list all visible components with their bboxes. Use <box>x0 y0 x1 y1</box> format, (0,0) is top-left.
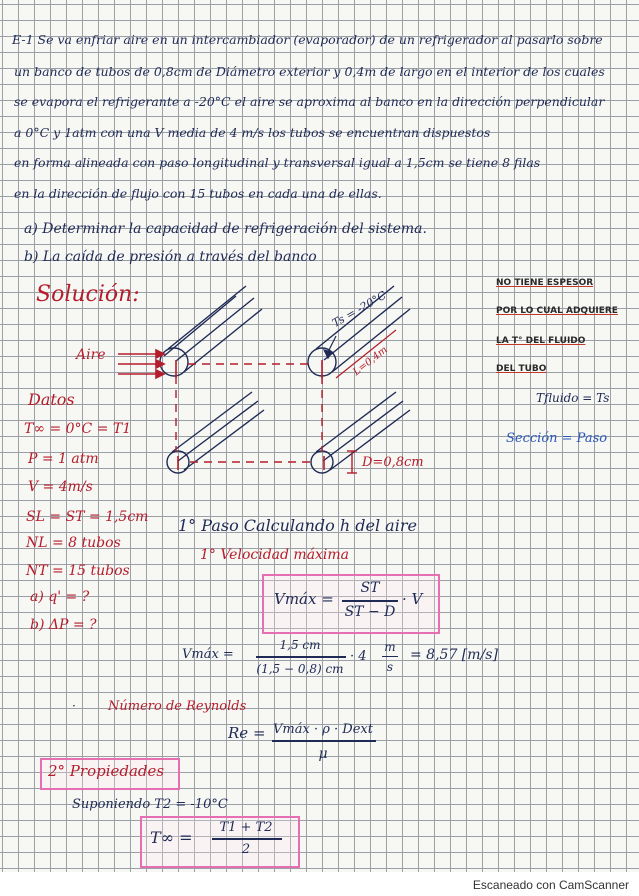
problem-line-5: en forma alineada con paso longitudinal y transversal igual a 1,5cm se tiene 8 filas <box>14 155 541 170</box>
side-note-line-4: DEL TUBO <box>496 364 547 374</box>
vmax-calc-bar <box>256 656 346 658</box>
datos-title: Datos <box>28 390 75 409</box>
reynolds-bullet: · <box>72 699 76 713</box>
surface-temperature-label: Ts = -20°C <box>330 288 389 330</box>
problem-line-1: E-1 Se va enfriar aire en un intercambiador (evaporador) de un refrigerador al pasarlo sobre <box>12 32 603 47</box>
vmax-denominator: ST − D <box>344 604 396 620</box>
vmax-calc-velocity: · 4 <box>350 649 367 664</box>
vmax-fraction-bar <box>342 600 398 602</box>
side-note-formula: Tfluido = Ts <box>536 391 610 405</box>
dato-unknown-dp: b) ΔP = ? <box>30 617 97 633</box>
vmax-calc-numerator: 1,5 cm <box>279 638 321 652</box>
vmax-calc-unit-num: m <box>384 640 396 654</box>
problem-line-6: en la dirección de flujo con 15 tubos en cada una de ellas. <box>14 186 382 201</box>
dato-pressure: P = 1 atm <box>28 451 99 467</box>
vmax-calc-denominator: (1,5 − 0,8) cm <box>256 662 344 676</box>
side-note-line-1: NO TIENE ESPESOR <box>496 278 594 288</box>
dato-tubes-per-row: NT = 15 tubos <box>26 563 130 579</box>
mean-temp-denominator: 2 <box>241 842 251 857</box>
problem-line-4: a 0°C y 1atm con una V media de 4 m/s los tubos se encuentran dispuestos <box>14 125 491 140</box>
reynolds-numerator: Vmáx · ρ · Dext <box>273 722 373 737</box>
vmax-calc-unit-den: s <box>386 660 394 674</box>
vmax-result: = 8,57 [m/s] <box>410 647 498 663</box>
solution-title: Solución: <box>36 282 140 307</box>
mean-temp-bar <box>212 838 282 840</box>
dato-pitch: SL = ST = 1,5cm <box>26 509 149 525</box>
reynolds-lhs: Re = <box>228 724 266 742</box>
reynolds-bar <box>272 740 376 742</box>
vmax-calc-lhs: Vmáx = <box>182 647 234 662</box>
tube-diameter-label: D=0,8cm <box>362 455 424 470</box>
step1-title: 1° Paso Calculando h del aire <box>178 516 417 535</box>
mean-temp-lhs: T∞ = <box>150 828 193 847</box>
vmax-tail: · V <box>402 590 423 608</box>
problem-part-a: a) Determinar la capacidad de refrigeración del sistema. <box>24 221 427 237</box>
tube-length-label: L=0,4m <box>351 344 390 378</box>
scanner-footer <box>0 872 639 896</box>
air-label: Aire <box>76 347 106 363</box>
side-note-section: Sección = Paso <box>506 431 608 446</box>
problem-part-b: b) La caída de presión a través del banco <box>24 249 317 265</box>
problem-line-3: se evapora el refrigerante a -20°C el aire se aproxima al banco en la dirección perpendicular <box>14 94 605 109</box>
dato-velocity: V = 4m/s <box>28 479 93 495</box>
step1-subtitle: 1° Velocidad máxima <box>200 547 350 563</box>
step2-assumption: Suponiendo T2 = -10°C <box>72 797 228 812</box>
vmax-lhs: Vmáx = <box>274 590 334 608</box>
reynolds-title: Número de Reynolds <box>108 699 247 714</box>
mean-temp-numerator: T1 + T2 <box>219 820 273 835</box>
side-note-line-3: LA T° DEL FLUIDO <box>496 336 586 346</box>
dato-rows: NL = 8 tubos <box>26 535 121 551</box>
scanner-watermark-text: Escaneado con CamScanner <box>472 878 629 892</box>
step2-title: 2° Propiedades <box>48 762 165 780</box>
vmax-numerator: ST <box>360 580 380 596</box>
problem-line-2: un banco de tubos de 0,8cm de Diámetro exterior y 0,4m de largo en el interior de los cuales <box>14 64 605 79</box>
reynolds-denominator: μ <box>318 746 328 762</box>
side-note-line-2: POR LO CUAL ADQUIERE <box>496 306 618 316</box>
dato-unknown-q: a) q' = ? <box>30 589 90 605</box>
dato-inlet-temp: T∞ = 0°C = T1 <box>24 421 132 437</box>
vmax-calc-unit-bar <box>382 656 398 657</box>
